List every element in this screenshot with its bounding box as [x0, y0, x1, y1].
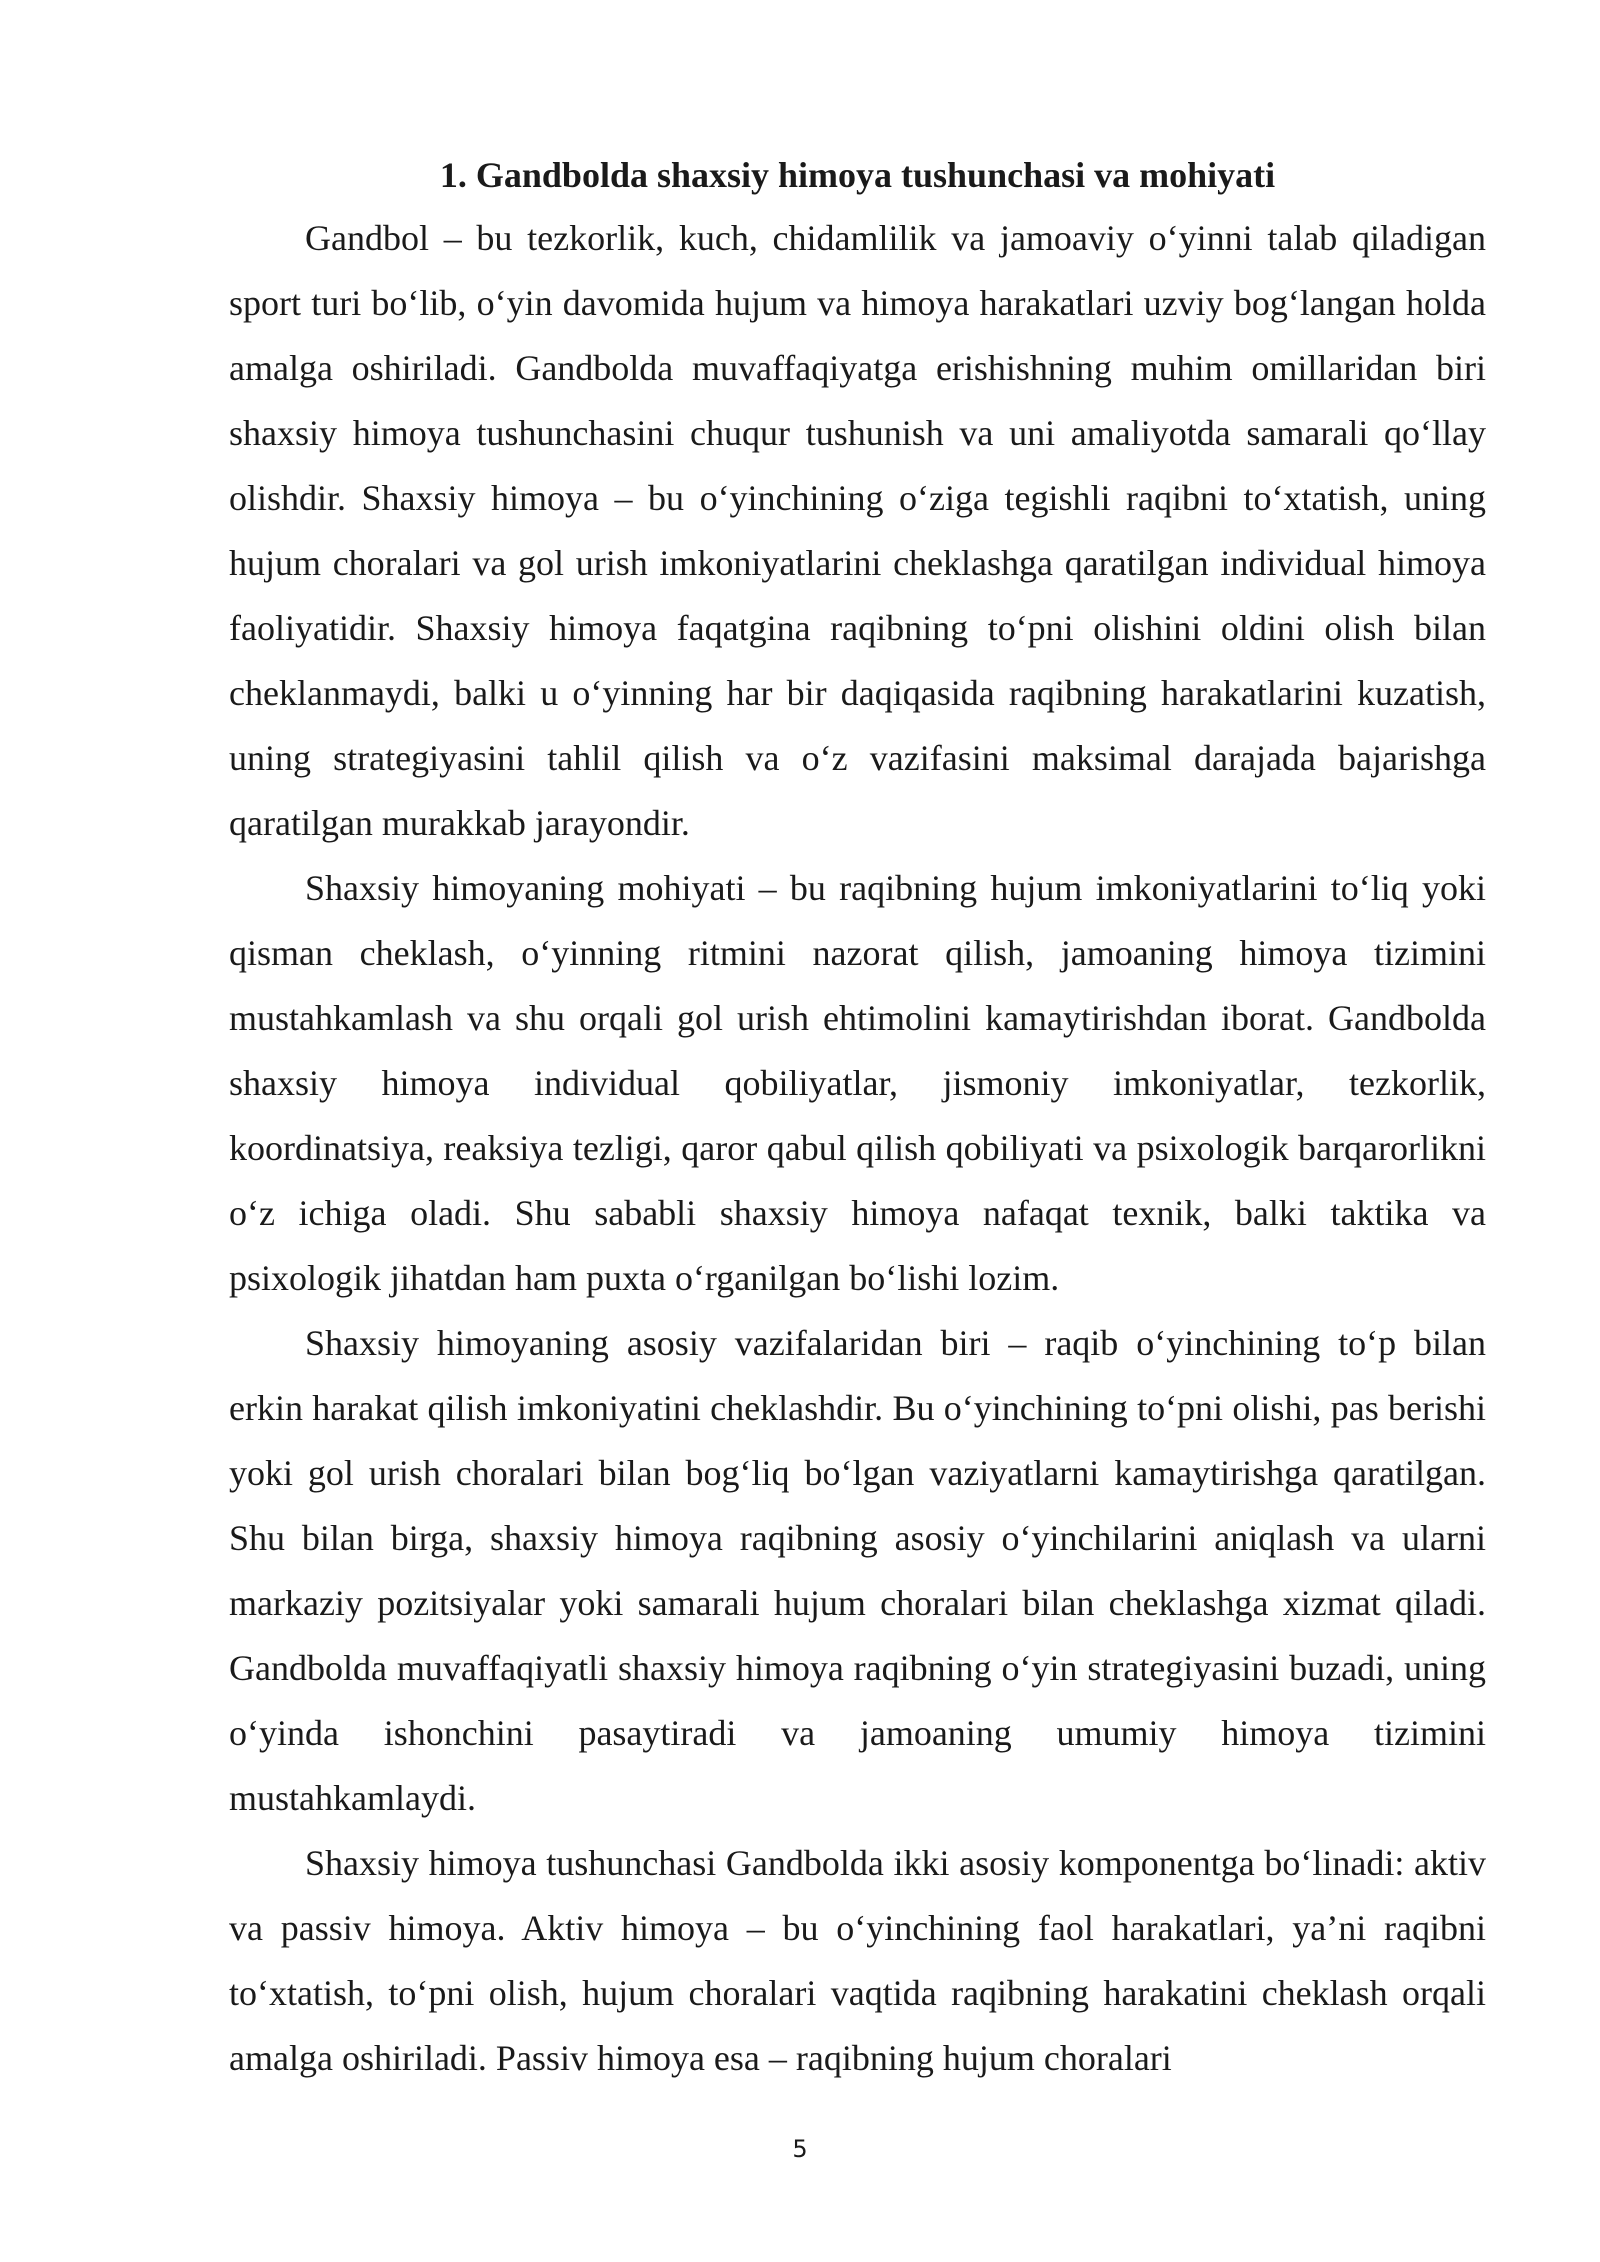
paragraph-4: Shaxsiy himoya tushunchasi Gandbolda ikki asosiy komponentga bo‘linadi: aktiv va passiv himoya. Aktiv himoya – bu o‘yinchining faol harakatlari, ya’ni raqibni to‘xtatish, to‘pni olish, hujum choralari vaqtida raqibning harakatini cheklash orqali amalga oshiriladi. Passiv himoya esa – raqibning hujum choralari [229, 1843, 1486, 2078]
document-body [229, 148, 1486, 2091]
section-heading: 1. Gandbolda shaxsiy himoya tushunchasi va mohiyati [439, 155, 1276, 195]
paragraph-3: Shaxsiy himoyaning asosiy vazifalaridan biri – raqib o‘yinchining to‘p bilan erkin harakat qilish imkoniyatini cheklashdir. Bu o‘yinchining to‘pni olishi, pas berishi yoki gol urish choralari bilan bog‘liq bo‘lgan vaziyatlarni kamaytirishga qaratilgan. Shu bilan birga, shaxsiy himoya raqibning asosiy o‘yinchilarini aniqlash va ularni markaziy pozitsiyalar yoki samarali hujum choralari bilan cheklashga xizmat qiladi. Gandbolda muvaffaqiyatli shaxsiy himoya raqibning o‘yin strategiyasini buzadi, uning o‘yinda ishonchini pasaytiradi va jamoaning umumiy himoya tizimini mustahkamlaydi. [229, 1323, 1486, 1818]
paragraph-2: Shaxsiy himoyaning mohiyati – bu raqibning hujum imkoniyatlarini to‘liq yoki qisman cheklash, o‘yinning ritmini nazorat qilish, jamoaning himoya tizimini mustahkamlash va shu orqali gol urish ehtimolini kamaytirishdan iborat. Gandbolda shaxsiy himoya individual qobiliyatlar, jismoniy imkoniyatlar, tezkorlik, koordinatsiya, reaksiya tezligi, qaror qabul qilish qobiliyati va psixologik barqarorlikni o‘z ichiga oladi. Shu sababli shaxsiy himoya nafaqat texnik, balki taktika va psixologik jihatdan ham puxta o‘rganilgan bo‘lishi lozim. [229, 868, 1486, 1298]
page-number: 5 [792, 2135, 808, 2163]
paragraph-1: Gandbol – bu tezkorlik, kuch, chidamlilik va jamoaviy o‘yinni talab qiladigan sport turi bo‘lib, o‘yin davomida hujum va himoya harakatlari uzviy bog‘langan holda amalga oshiriladi. Gandbolda muvaffaqiyatga erishishning muhim omillaridan biri shaxsiy himoya tushunchasini chuqur tushunish va uni amaliyotda samarali qo‘llay olishdir. Shaxsiy himoya – bu o‘yinchining o‘ziga tegishli raqibni to‘xtatish, uning hujum choralari va gol urish imkoniyatlarini cheklashga qaratilgan individual himoya faoliyatidir. Shaxsiy himoya faqatgina raqibning to‘pni olishini oldini olish bilan cheklanmaydi, balki u o‘yinning har bir daqiqasida raqibning harakatlarini kuzatish, uning strategiyasini tahlil qilish va o‘z vazifasini maksimal darajada bajarishga qaratilgan murakkab jarayondir. [229, 218, 1486, 843]
